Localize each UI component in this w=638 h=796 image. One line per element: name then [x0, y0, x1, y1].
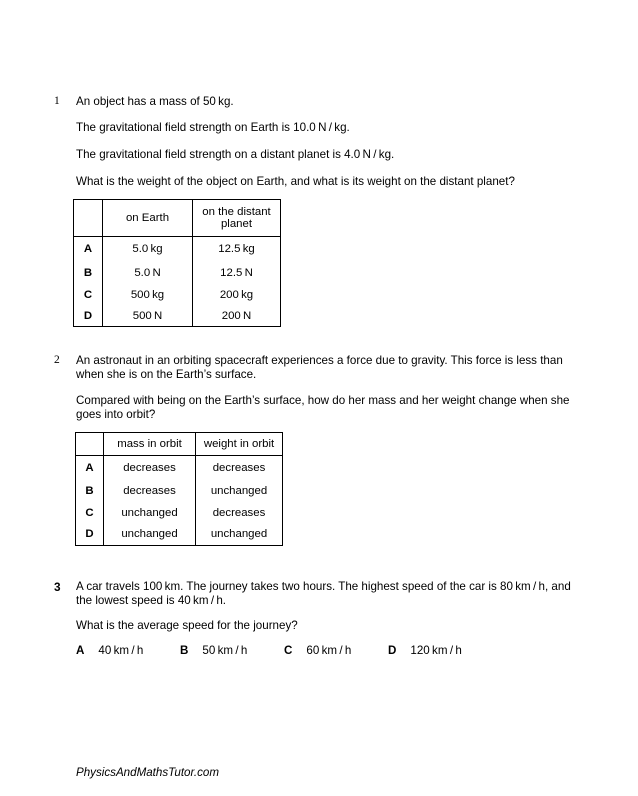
question-number: 1	[54, 95, 60, 107]
table-header-row	[76, 433, 283, 456]
option-text: 120 km / h	[410, 644, 462, 657]
option-text: 60 km / h	[306, 644, 352, 657]
table-cell: 5.0 kg	[103, 237, 193, 262]
question-prompt: What is the average speed for the journey?	[76, 619, 298, 632]
table-cell: decreases	[196, 456, 283, 480]
table-cell: decreases	[104, 480, 196, 502]
option-letter: D	[76, 524, 104, 546]
table-corner-cell	[74, 200, 103, 237]
option-letter: D	[388, 644, 397, 657]
table-row	[76, 456, 283, 480]
option-letter: C	[284, 644, 293, 657]
table-cell: 500 N	[103, 306, 193, 327]
question-number: 3	[54, 580, 61, 594]
table-header: on Earth	[103, 200, 193, 237]
question-prompt: What is the weight of the object on Earth, and what is its weight on the distant planet?	[76, 175, 515, 188]
answer-table	[73, 199, 281, 327]
table-row	[76, 524, 283, 546]
table-row	[76, 502, 283, 524]
table-row	[74, 237, 281, 262]
table-cell: unchanged	[104, 524, 196, 546]
question-text: The gravitational field strength on a distant planet is 4.0 N / kg.	[76, 148, 395, 161]
option-letter: A	[76, 456, 104, 480]
answer-choice-d	[388, 644, 462, 657]
table-row	[74, 306, 281, 327]
footer-site-name: PhysicsAndMathsTutor.com	[76, 766, 220, 779]
option-text: 40 km / h	[98, 644, 144, 657]
answer-choice-c	[284, 644, 351, 657]
table-cell: unchanged	[196, 524, 283, 546]
option-letter: A	[76, 644, 85, 657]
table-row	[76, 480, 283, 502]
answer-choice-b	[180, 644, 247, 657]
question-text: A car travels 100 km. The journey takes two hours. The highest speed of the car is 80 km / h, and the lowest speed is 40 km / h.	[76, 580, 571, 607]
table-corner-cell	[76, 433, 104, 456]
option-letter: B	[74, 262, 103, 284]
option-letter: C	[76, 502, 104, 524]
question-text: An object has a mass of 50 kg.	[76, 95, 234, 108]
option-letter: A	[74, 237, 103, 262]
table-cell: decreases	[196, 502, 283, 524]
question-text: An astronaut in an orbiting spacecraft experiences a force due to gravity. This force is less than when she is on the Earth’s surface.	[76, 354, 563, 381]
table-header: weight in orbit	[196, 433, 283, 456]
option-letter: D	[74, 306, 103, 327]
table-cell: 12.5 kg	[193, 237, 281, 262]
table-cell: 5.0 N	[103, 262, 193, 284]
option-letter: B	[76, 480, 104, 502]
option-text: 50 km / h	[202, 644, 248, 657]
table-header: on the distant planet	[193, 200, 281, 237]
table-cell: 200 kg	[193, 284, 281, 306]
table-cell: unchanged	[104, 502, 196, 524]
table-cell: decreases	[104, 456, 196, 480]
table-header-row	[74, 200, 281, 237]
answer-table	[75, 432, 283, 546]
question-number: 2	[54, 354, 60, 366]
table-cell: unchanged	[196, 480, 283, 502]
table-cell: 500 kg	[103, 284, 193, 306]
option-letter: B	[180, 644, 189, 657]
table-row	[74, 284, 281, 306]
table-cell: 12.5 N	[193, 262, 281, 284]
answer-choice-a	[76, 644, 143, 657]
table-row	[74, 262, 281, 284]
table-cell: 200 N	[193, 306, 281, 327]
option-letter: C	[74, 284, 103, 306]
question-prompt: Compared with being on the Earth’s surface, how do her mass and her weight change when she goes into orbit?	[76, 394, 570, 421]
table-header: mass in orbit	[104, 433, 196, 456]
question-text: The gravitational field strength on Earth is 10.0 N / kg.	[76, 121, 350, 134]
